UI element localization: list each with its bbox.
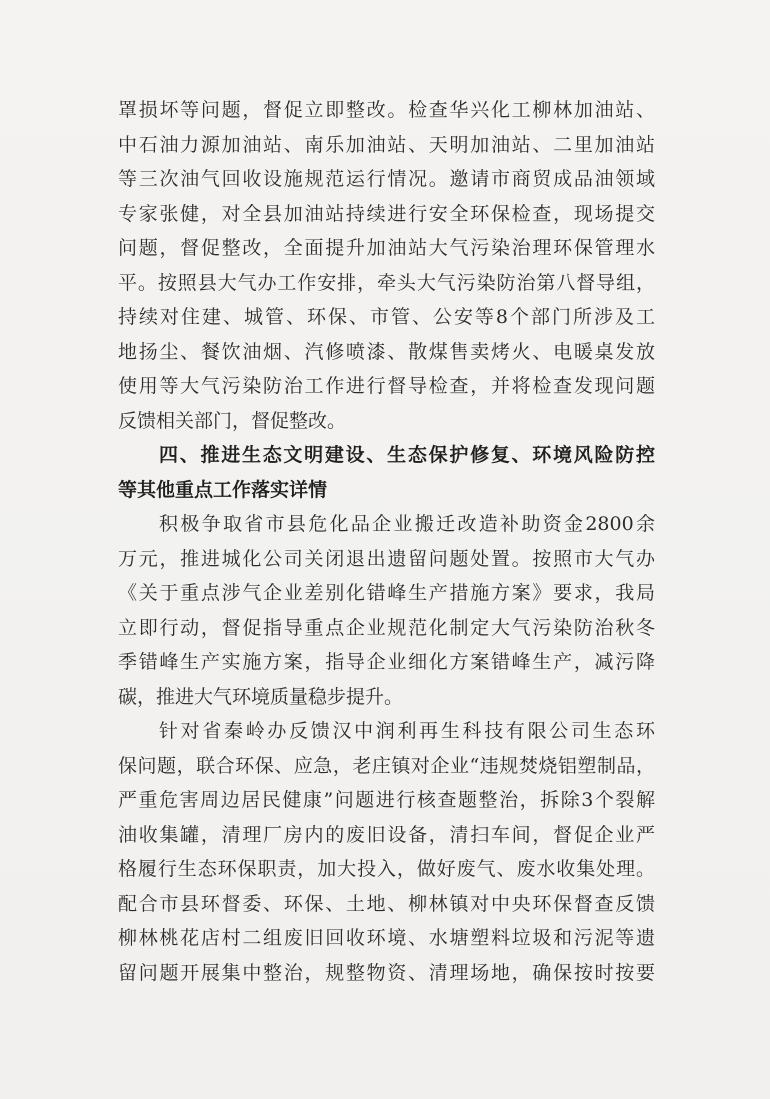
body-text-line: 持续对住建、城管、环保、市管、公安等8个部门所涉及工	[118, 306, 655, 328]
body-text-line: 《关于重点涉气企业差别化错峰生产措施方案》要求，我局	[118, 582, 655, 604]
body-text-line: 专家张健，对全县加油站持续进行安全环保检查，现场提交	[118, 202, 655, 225]
body-text-line: 等三次油气回收设施规范运行情况。邀请市商贸成品油领域	[118, 168, 655, 190]
paragraph-remediation	[118, 714, 655, 990]
body-text-line: 地扬尘、餐饮油烟、汽修喷漆、散煤售卖烤火、电暖桌发放	[118, 340, 655, 363]
body-text-line: 万元，推进城化公司关闭退出遗留问题处置。按照市大气办	[118, 547, 655, 570]
body-text-line: 问题，督促整改，全面提升加油站大气污染治理环保管理水	[118, 237, 655, 259]
body-text-line: 严重危害周边居民健康”问题进行核查题整治，拆除3个裂解	[118, 789, 655, 811]
body-text-line: 油收集罐，清理厂房内的废旧设备，清扫车间，督促企业严	[118, 823, 655, 846]
body-text-line: 留问题开展集中整治，规整物资、清理场地，确保按时按要	[118, 961, 655, 984]
body-text-line: 格履行生态环保职责，加大投入，做好废气、废水收集处理。	[118, 858, 655, 880]
body-text-line: 碳，推进大气环境质量稳步提升。	[118, 685, 404, 708]
body-text-line: 罩损坏等问题，督促立即整改。检查华兴化工柳林加油站、	[118, 99, 655, 121]
body-text-line: 使用等大气污染防治工作进行督导检查，并将检查发现问题	[118, 375, 655, 397]
body-text-line: 季错峰生产实施方案，指导企业细化方案错峰生产，减污降	[118, 651, 655, 673]
document-body	[118, 93, 655, 990]
body-text-line: 平。按照县大气办工作安排，牵头大气污染防治第八督导组，	[118, 271, 655, 294]
body-text-line: 针对省秦岭办反馈汉中润利再生科技有限公司生态环	[159, 720, 655, 742]
body-text-line: 保问题，联合环保、应急，老庄镇对企业“违规焚烧铝塑制品，	[118, 754, 655, 777]
section-heading	[118, 438, 655, 507]
heading-line: 等其他重点工作落实详情	[118, 478, 328, 501]
body-text-line: 柳林桃花店村二组废旧回收环境、水塘塑料垃圾和污泥等遗	[118, 927, 655, 949]
body-text-line: 反馈相关部门，督促整改。	[118, 409, 347, 432]
body-text-line: 立即行动，督促指导重点企业规范化制定大气污染防治秋冬	[118, 616, 655, 639]
body-text-line: 中石油力源加油站、南乐加油站、天明加油站、二里加油站	[118, 133, 655, 156]
body-text-line: 积极争取省市县危化品企业搬迁改造补助资金2800余	[159, 513, 655, 535]
body-text-line: 配合市县环督委、环保、土地、柳林镇对中央环保督查反馈	[118, 892, 655, 915]
paragraph-continued	[118, 93, 655, 438]
paragraph-funding	[118, 507, 655, 714]
heading-line: 四、推进生态文明建设、生态保护修复、环境风险防控	[159, 444, 655, 466]
